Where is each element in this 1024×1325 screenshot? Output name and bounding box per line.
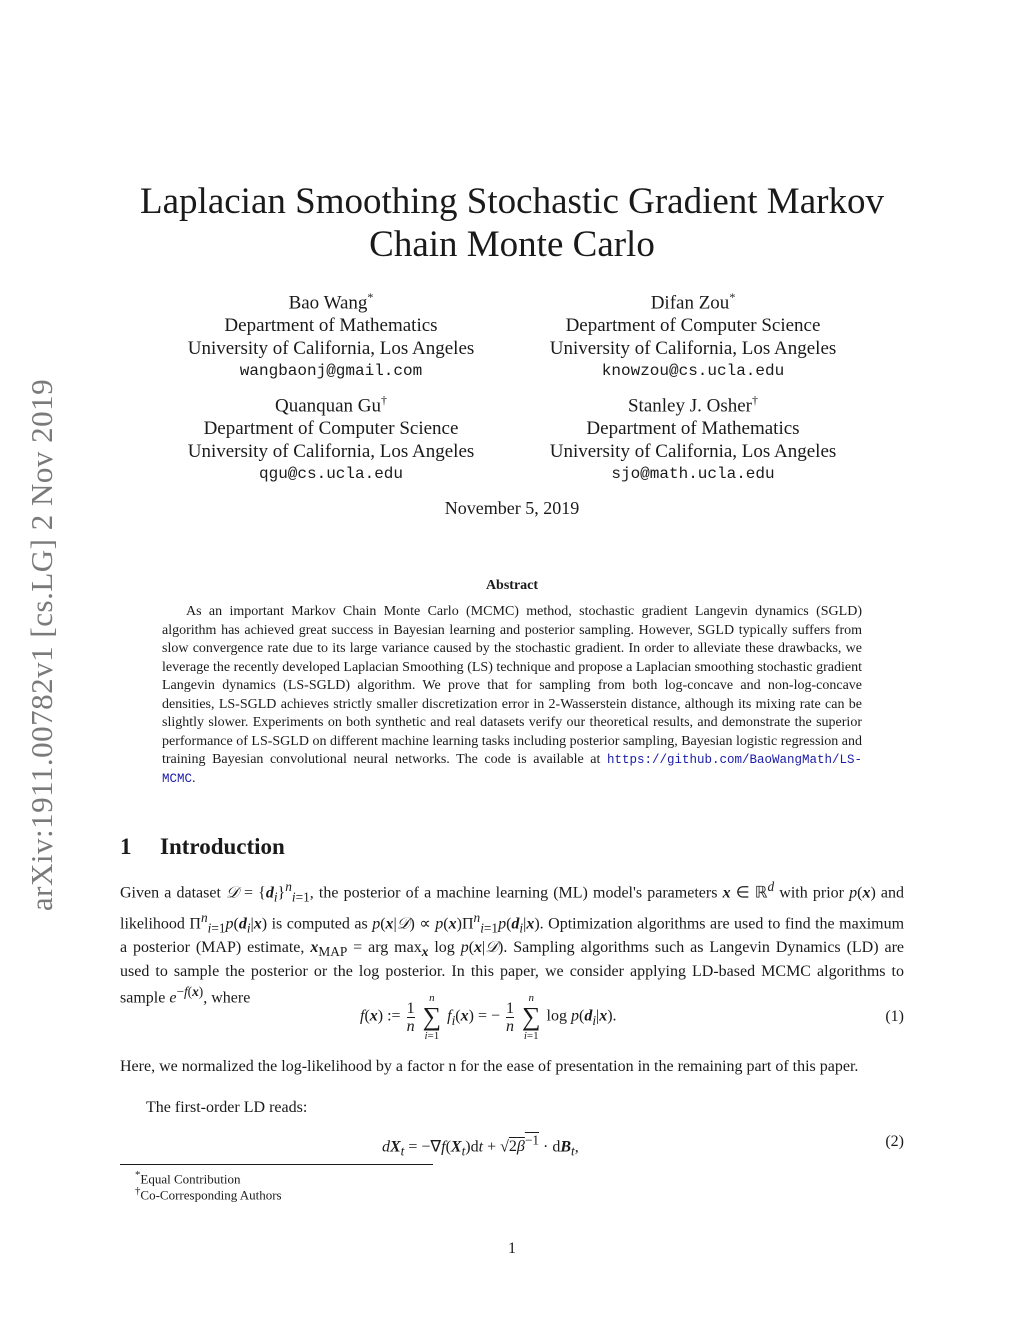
author-mark: * — [367, 290, 374, 304]
title-line-2: Chain Monte Carlo — [369, 224, 655, 265]
author-name: Bao Wang — [288, 292, 368, 314]
author-name: Difan Zou — [650, 292, 730, 314]
author-department: Department of Computer Science — [565, 315, 821, 337]
section-heading — [120, 834, 285, 860]
author-university: University of California, Los Angeles — [549, 338, 837, 360]
section-title: Introduction — [160, 834, 285, 859]
paper-date: November 5, 2019 — [444, 498, 580, 518]
equation-number: (1) — [885, 1008, 904, 1025]
author-block-4 — [523, 389, 863, 486]
intro-paragraph-2: Here, we normalized the log-likelihood by a factor n for the ease of presentation in the remaining part of this paper. — [120, 1058, 859, 1075]
author-department: Department of Computer Science — [203, 418, 459, 440]
footnote-1: *Equal Contribution — [135, 1169, 241, 1187]
section-number: 1 — [120, 834, 132, 859]
abstract-heading: Abstract — [485, 578, 539, 593]
author-university: University of California, Los Angeles — [187, 338, 475, 360]
author-university: University of California, Los Angeles — [549, 441, 837, 463]
author-mark: † — [752, 393, 758, 407]
author-block-3 — [161, 389, 501, 486]
footnote-divider — [120, 1164, 433, 1165]
author-university: University of California, Los Angeles — [187, 441, 475, 463]
intro-paragraph-3: The first-order LD reads: — [146, 1099, 308, 1116]
code-link[interactable]: https://github.com/BaoWangMath/LS-MCMC — [162, 753, 863, 786]
author-name: Quanquan Gu — [274, 395, 382, 417]
arxiv-identifier-stamp: arXiv:1911.00782v1 [cs.LG] 2 Nov 2019 — [24, 378, 59, 912]
author-mark: * — [729, 290, 736, 304]
intro-paragraph-1: Given a dataset 𝒟 = $\{d_i\}^n_{i=1}$, the posterior of a machine learning (ML) model's parameters x ∈ ℝ$^d$ with prior p(x) and likelihood $\Pi^n_{i=1}p(d_i|x)$ is computed as p(x|𝒟) ∝ $p(x)\Pi^n_{i=1}p(d_i|x)$. Optimization algorithms are used to find the maximum a posterior (MAP) estimate, $x_{MAP}$ = arg $\max_x \log$ p(x|𝒟). Sampling algorithms such as Langevin Dynamics (LD) are used to sample the posterior or the log posterior. In this paper, we consider applying LD-based MCMC algorithms to sample $e^{-f(x)}$, where — [120, 879, 905, 1007]
author-department: Department of Mathematics — [224, 315, 438, 337]
title-line-1: Laplacian Smoothing Stochastic Gradient Markov — [140, 181, 884, 222]
abstract-body: As an important Markov Chain Monte Carlo (MCMC) method, stochastic gradient Langevin dynamics (SGLD) algorithm has achieved great success in Bayesian learning and posterior sampling. However, SGLD typically suffers from slow convergence rate due to its large variance caused by the stochastic gradient. In order to alleviate these drawbacks, we leverage the recently developed Laplacian Smoothing (LS) technique and propose a Laplacian smoothing stochastic gradient Langevin dynamics (LS-SGLD) algorithm. We prove that for sampling from both log-concave and non-log-concave densities, LS-SGLD achieves strictly smaller discretization error in 2-Wasserstein distance, although its mixing rate can be slightly slower. Experiments on both synthetic and real datasets verify our theoretical results, and demonstrate the superior performance of LS-SGLD on different machine learning tasks including posterior sampling, Bayesian logistic regression and training Bayesian convolutional neural networks. The code is available at https://github.com/BaoWangMath/LS-MCMC. — [162, 604, 863, 786]
author-block-1 — [161, 286, 501, 383]
author-name: Stanley J. Osher — [627, 395, 752, 417]
author-email[interactable]: sjo@math.ucla.edu — [611, 465, 775, 484]
author-block-2 — [523, 286, 863, 383]
author-email[interactable]: qgu@cs.ucla.edu — [258, 465, 404, 484]
author-email[interactable]: wangbaonj@gmail.com — [239, 362, 423, 381]
abstract-text: As an important Markov Chain Monte Carlo (MCMC) method, stochastic gradient Langevin dynamics (SGLD) algorithm has achieved great success in Bayesian learning and posterior sampling. However, SGLD typically suffers from slow convergence rate due to its large variance caused by the stochastic gradient. In order to alleviate these drawbacks, we leverage the recently developed Laplacian Smoothing (LS) technique and propose a Laplacian smoothing stochastic gradient Langevin dynamics (LS-SGLD) algorithm. We prove that for sampling from both log-concave and non-log-concave densities, LS-SGLD achieves strictly smaller discretization error in 2-Wasserstein distance, although its mixing rate can be slightly slower. Experiments on both synthetic and real datasets verify our theoretical results, and demonstrate the superior performance of LS-SGLD on different machine learning tasks including posterior sampling, Bayesian logistic regression and training Bayesian convolutional neural networks. The code is available at — [162, 604, 862, 767]
paper-title — [0, 180, 1024, 266]
author-email[interactable]: knowzou@cs.ucla.edu — [601, 362, 785, 381]
page-number: 1 — [508, 1240, 516, 1257]
footnote-2: †Co-Corresponding Authors — [135, 1185, 282, 1203]
equation-number: (2) — [885, 1133, 904, 1150]
equation-1: f(x) := $\frac{1}{n}$ n ∑ i=1 $f_i(x)$ = − $\frac{1}{n}$ n ∑ i=1 $\log p(d_i|x)$. (1) — [360, 992, 904, 1042]
equation-2: $dX_t = -\nabla f(X_t)dt + √2\beta^{-1} \cdot dB_t$, (2) — [382, 1133, 904, 1159]
author-department: Department of Mathematics — [586, 418, 800, 440]
author-mark: † — [381, 393, 388, 407]
